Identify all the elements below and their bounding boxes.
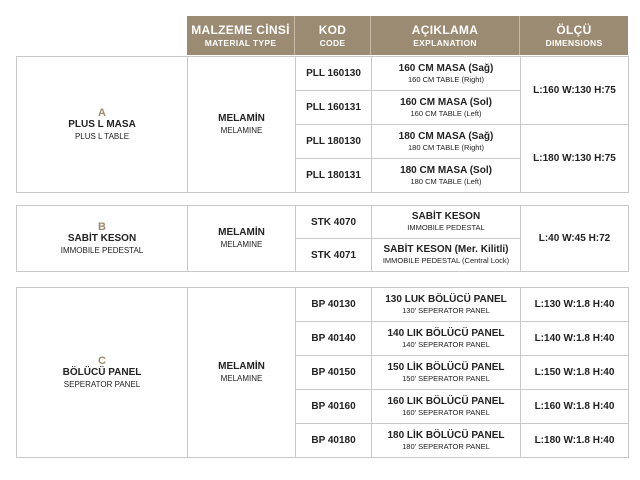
section-b-material-tr: MELAMİN	[218, 227, 265, 238]
explanation-en: 150' SEPERATOR PANEL	[402, 373, 490, 383]
explanation-en: 140' SEPERATOR PANEL	[402, 339, 490, 349]
section-b-letter: B	[98, 221, 106, 233]
header-explanation-tr: AÇIKLAMA	[411, 22, 479, 37]
explanation-en: 130' SEPERATOR PANEL	[402, 305, 490, 315]
table-cell-explanation	[372, 322, 521, 356]
section-c-material-tr: MELAMİN	[218, 361, 265, 372]
header-dimensions	[520, 16, 628, 55]
table-cell-dimensions: L:140 W:1.8 H:40	[521, 322, 629, 356]
header-code	[295, 16, 371, 55]
table-cell-explanation	[372, 91, 521, 125]
section-a-letter: A	[98, 107, 106, 119]
table-cell-code: PLL 160130	[296, 57, 372, 91]
header-explanation-en: EXPLANATION	[413, 37, 477, 48]
header-dimensions-en: DIMENSIONS	[545, 37, 603, 48]
explanation-tr: 130 LUK BÖLÜCÜ PANEL	[385, 293, 507, 305]
table-cell-code: STK 4071	[296, 239, 372, 272]
explanation-en: 160' SEPERATOR PANEL	[402, 407, 490, 417]
section-c-table	[16, 287, 629, 458]
explanation-en: 180 CM TABLE (Left)	[410, 176, 482, 186]
table-cell-dimensions: L:180 W:130 H:75	[521, 125, 629, 193]
table-cell-code: BP 40160	[296, 390, 372, 424]
section-a-name-en: PLUS L TABLE	[74, 132, 130, 141]
table-cell-code: BP 40140	[296, 322, 372, 356]
table-cell-code: BP 40150	[296, 356, 372, 390]
explanation-tr: 140 LIK BÖLÜCÜ PANEL	[387, 327, 505, 339]
section-a-material	[188, 57, 296, 193]
header-explanation	[371, 16, 520, 55]
section-c-material	[188, 288, 296, 458]
explanation-en: 180' SEPERATOR PANEL	[402, 441, 490, 451]
header-material-en: MATERIAL TYPE	[204, 37, 277, 48]
table-cell-explanation	[372, 206, 521, 239]
section-a-product	[17, 57, 188, 193]
section-b-material-en: MELAMINE	[220, 240, 263, 249]
table-cell-explanation	[372, 356, 521, 390]
explanation-tr: 180 CM MASA (Sağ)	[398, 130, 494, 142]
table-cell-code: STK 4070	[296, 206, 372, 239]
table-cell-dimensions: L:160 W:130 H:75	[521, 57, 629, 125]
table-cell-code: PLL 160131	[296, 91, 372, 125]
section-c-name-en: SEPERATOR PANEL	[63, 380, 141, 389]
explanation-tr: 160 CM MASA (Sağ)	[398, 62, 494, 74]
explanation-en: IMMOBILE PEDESTAL (Central Lock)	[382, 256, 510, 265]
table-cell-dimensions: L:180 W:1.8 H:40	[521, 424, 629, 458]
explanation-en: IMMOBILE PEDESTAL	[407, 223, 485, 232]
table-cell-explanation	[372, 57, 521, 91]
table-cell-code: PLL 180131	[296, 159, 372, 193]
table-cell-explanation	[372, 424, 521, 458]
section-b-name-en: IMMOBILE PEDESTAL	[60, 246, 144, 255]
explanation-tr: SABİT KESON	[411, 211, 481, 222]
table-cell-explanation	[372, 288, 521, 322]
table-cell-code: PLL 180130	[296, 125, 372, 159]
explanation-tr: SABİT KESON (Mer. Kilitli)	[383, 244, 509, 255]
section-c-letter: C	[98, 355, 106, 367]
section-c-product	[17, 288, 188, 458]
section-b-table	[16, 205, 629, 272]
section-b-name-tr: SABİT KESON	[67, 233, 137, 244]
header-code-tr: KOD	[318, 22, 347, 37]
table-cell-dimensions: L:130 W:1.8 H:40	[521, 288, 629, 322]
explanation-tr: 180 CM MASA (Sol)	[400, 164, 492, 176]
table-cell-dimensions: L:160 W:1.8 H:40	[521, 390, 629, 424]
header-material-tr: MALZEME CİNSİ	[191, 22, 290, 37]
table-cell-dimensions: L:150 W:1.8 H:40	[521, 356, 629, 390]
explanation-tr: 150 LİK BÖLÜCÜ PANEL	[387, 361, 505, 373]
table-cell-explanation	[372, 159, 521, 193]
table-cell-explanation	[372, 239, 521, 272]
explanation-en: 160 CM TABLE (Left)	[410, 108, 482, 118]
section-a-material-tr: MELAMİN	[218, 113, 265, 124]
table-cell-explanation	[372, 390, 521, 424]
section-c-name-tr: BÖLÜCÜ PANEL	[62, 367, 142, 378]
section-a-name-tr: PLUS L MASA	[68, 119, 136, 130]
header-material	[187, 16, 295, 55]
table-cell-code: BP 40180	[296, 424, 372, 458]
section-c-material-en: MELAMINE	[220, 374, 263, 383]
table-cell-dimensions: L:40 W:45 H:72	[521, 206, 629, 272]
header-dimensions-tr: ÖLÇÜ	[556, 22, 592, 37]
explanation-tr: 180 LİK BÖLÜCÜ PANEL	[387, 429, 505, 441]
section-b-material	[188, 206, 296, 272]
table-cell-explanation	[372, 125, 521, 159]
section-b-product	[17, 206, 188, 272]
explanation-en: 180 CM TABLE (Right)	[408, 142, 484, 152]
section-a-table	[16, 56, 629, 193]
explanation-en: 160 CM TABLE (Right)	[408, 74, 484, 84]
section-a-material-en: MELAMINE	[220, 126, 263, 135]
explanation-tr: 160 LIK BÖLÜCÜ PANEL	[387, 395, 505, 407]
table-cell-code: BP 40130	[296, 288, 372, 322]
explanation-tr: 160 CM MASA (Sol)	[400, 96, 492, 108]
header-code-en: CODE	[319, 37, 346, 48]
